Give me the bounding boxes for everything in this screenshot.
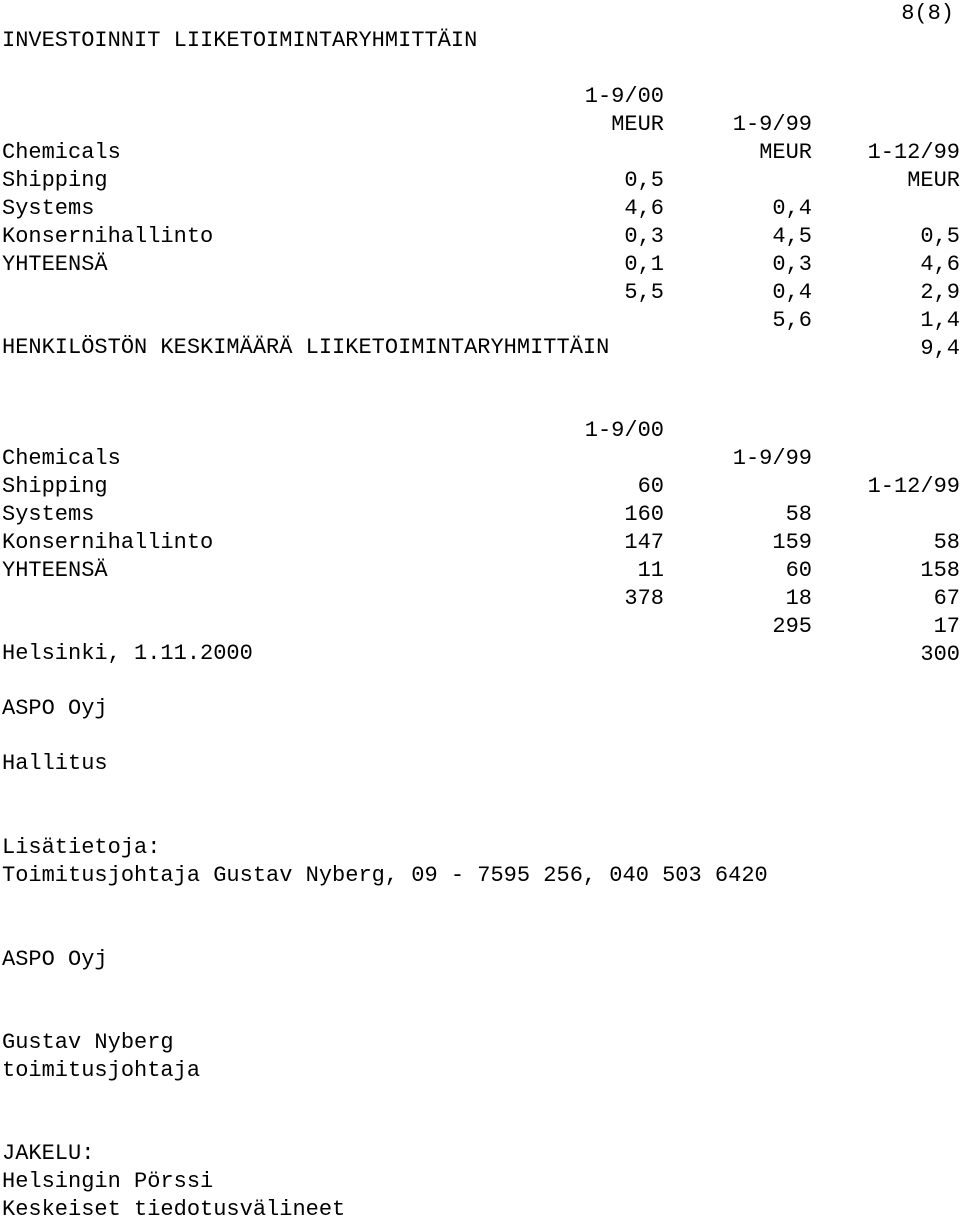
place-date: Helsinki, 1.11.2000: [2, 641, 253, 666]
cell: 0,3: [624, 224, 664, 249]
period-col-2: 1-9/99: [732, 112, 812, 137]
cell: 4,5: [772, 224, 812, 249]
cell: 0,1: [624, 252, 664, 277]
row-label: Chemicals: [2, 140, 121, 165]
cell: 378: [624, 586, 664, 611]
cell: 159: [772, 530, 812, 555]
cell: 58: [933, 530, 960, 555]
cell: 11: [637, 558, 664, 583]
distribution-label: JAKELU:: [2, 1141, 95, 1166]
cell: 5,5: [624, 280, 664, 305]
row-label: Systems: [2, 502, 95, 527]
row-label: Konsernihallinto: [2, 530, 214, 555]
distribution-item: Helsingin Pörssi: [2, 1169, 214, 1194]
contact-line: Toimitusjohtaja Gustav Nyberg, 09 - 7595 256, 040 503 6420: [2, 863, 768, 888]
cell: 0,5: [920, 224, 960, 249]
period-col-1: 1-9/00: [584, 418, 664, 443]
page-number: 8(8): [901, 1, 954, 26]
cell: 1,4: [920, 308, 960, 333]
cell: 58: [785, 502, 812, 527]
row-label: Konsernihallinto: [2, 224, 214, 249]
cell: 4,6: [920, 252, 960, 277]
cell: 17: [933, 614, 960, 639]
row-label: YHTEENSÄ: [2, 252, 108, 277]
cell: 295: [772, 614, 812, 639]
info-label: Lisätietoja:: [2, 835, 161, 860]
personnel-title: HENKILÖSTÖN KESKIMÄÄRÄ LIIKETOIMINTARYHMITTÄIN: [2, 335, 610, 360]
cell: 0,5: [624, 168, 664, 193]
cell: 0,3: [772, 252, 812, 277]
cell: 160: [624, 502, 664, 527]
cell: 0,4: [772, 280, 812, 305]
period-col-3: 1-12/99: [867, 474, 960, 499]
company-name-2: ASPO Oyj: [2, 947, 108, 972]
signer-name: Gustav Nyberg: [2, 1030, 174, 1055]
unit-col-2: MEUR: [759, 140, 812, 165]
cell: 9,4: [920, 336, 960, 361]
unit-col-3: MEUR: [907, 168, 960, 193]
period-col-2: 1-9/99: [732, 446, 812, 471]
row-label: Systems: [2, 196, 95, 221]
unit-col-1: MEUR: [611, 112, 664, 137]
row-label: YHTEENSÄ: [2, 558, 108, 583]
cell: 60: [637, 474, 664, 499]
period-col-3: 1-12/99: [867, 140, 960, 165]
cell: 0,4: [772, 196, 812, 221]
cell: 67: [933, 586, 960, 611]
row-label: Chemicals: [2, 446, 121, 471]
investments-title: INVESTOINNIT LIIKETOIMINTARYHMITTÄIN: [2, 28, 478, 53]
cell: 300: [920, 642, 960, 667]
row-label: Shipping: [2, 474, 108, 499]
cell: 18: [785, 586, 812, 611]
cell: 158: [920, 558, 960, 583]
row-label: Shipping: [2, 168, 108, 193]
distribution-item: Keskeiset tiedotusvälineet: [2, 1197, 346, 1222]
company-name: ASPO Oyj: [2, 696, 108, 721]
cell: 147: [624, 530, 664, 555]
period-col-1: 1-9/00: [584, 84, 664, 109]
board-label: Hallitus: [2, 751, 108, 776]
cell: 60: [785, 558, 812, 583]
cell: 5,6: [772, 308, 812, 333]
cell: 2,9: [920, 280, 960, 305]
cell: 4,6: [624, 196, 664, 221]
signer-title: toimitusjohtaja: [2, 1058, 201, 1083]
